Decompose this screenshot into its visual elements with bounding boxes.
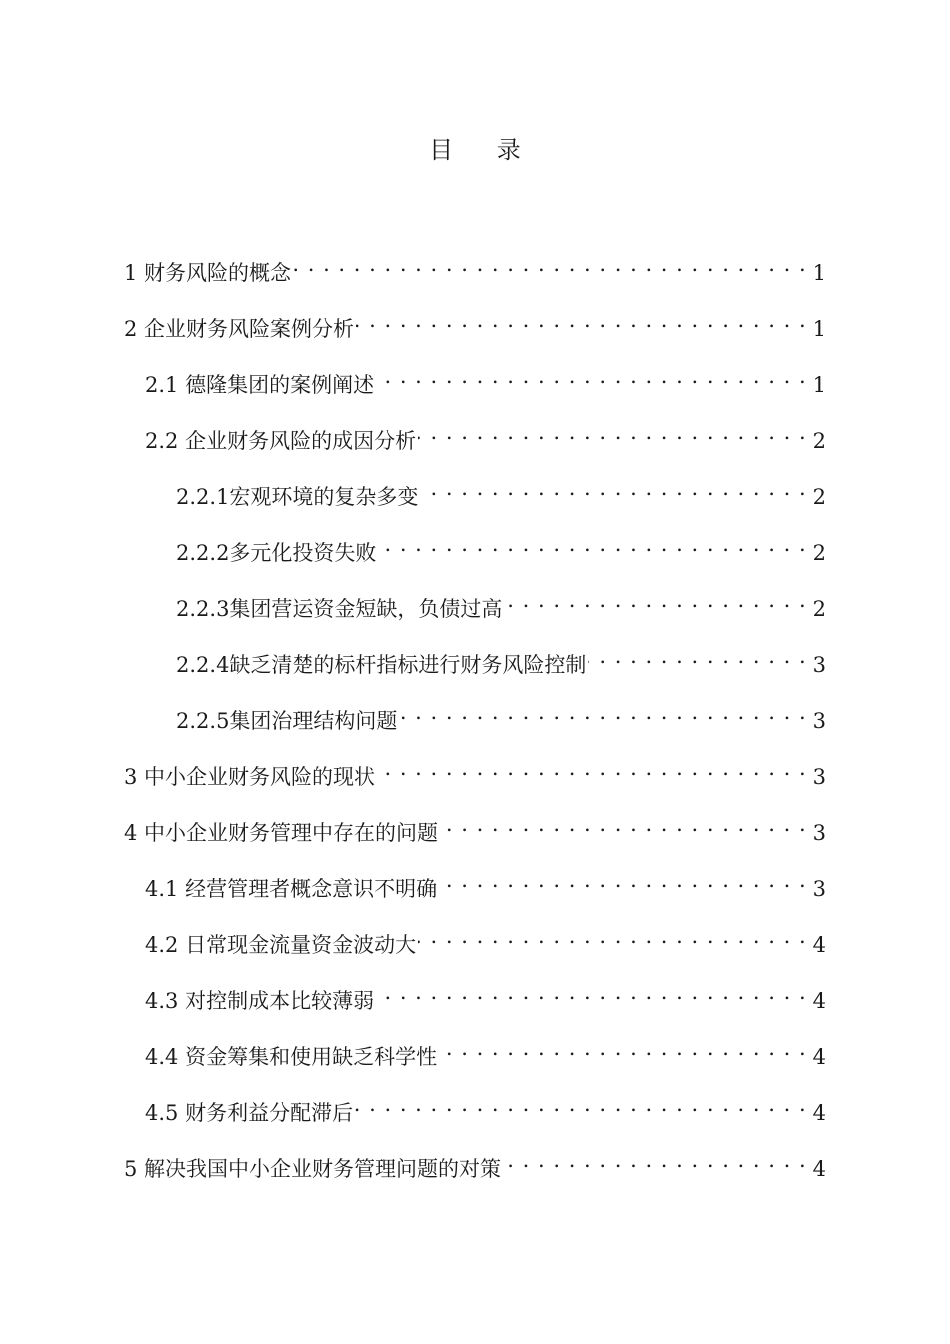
toc-entry[interactable] — [124, 304, 826, 341]
toc-entry-label: 2.2.1宏观环境的复杂多变 — [176, 485, 419, 509]
dot-leader — [439, 1032, 807, 1064]
dot-leader — [376, 360, 807, 392]
dot-leader — [440, 808, 807, 840]
toc-entry-label: 4.3 对控制成本比较薄弱 — [145, 989, 375, 1013]
toc-entry[interactable] — [176, 640, 826, 677]
toc-entry-page: 1 — [812, 317, 826, 341]
toc-entry-page: 3 — [812, 765, 826, 789]
toc-entry-label: 4.2 日常现金流量资金波动大 — [145, 933, 417, 957]
toc-entry[interactable] — [176, 584, 826, 621]
dot-leader — [439, 864, 807, 896]
toc-entry[interactable] — [176, 696, 826, 733]
toc-entry-label: 2.2.2多元化投资失败 — [176, 541, 377, 565]
dot-leader — [588, 640, 806, 672]
toc-entry-page: 1 — [812, 261, 826, 285]
toc-entry-label: 2.2.3集团营运资金短缺，负债过高 — [176, 597, 503, 621]
toc-entry-page: 4 — [812, 933, 826, 957]
toc-entry-page: 4 — [812, 989, 826, 1013]
dot-leader — [503, 1144, 807, 1176]
toc-entry-page: 3 — [812, 709, 826, 733]
toc-entry[interactable] — [124, 808, 826, 845]
toc-entry-label: 4.5 财务利益分配滞后 — [145, 1101, 354, 1125]
dot-leader — [504, 584, 806, 616]
dot-leader — [377, 752, 807, 784]
toc-entry-label: 2.2.5集团治理结构问题 — [176, 709, 398, 733]
toc-entry-page: 2 — [812, 541, 826, 565]
toc-entry-page: 2 — [812, 597, 826, 621]
dot-leader — [418, 920, 807, 952]
toc-entry[interactable] — [145, 864, 826, 901]
toc-entry[interactable] — [176, 472, 826, 509]
toc-entry-page: 3 — [812, 653, 826, 677]
dot-leader — [399, 696, 806, 728]
toc-entry[interactable] — [145, 1032, 826, 1069]
toc-entry-page: 2 — [812, 485, 826, 509]
toc-entry-label: 2 企业财务风险案例分析 — [124, 317, 355, 341]
toc-entry-label: 4 中小企业财务管理中存在的问题 — [124, 821, 439, 845]
dot-leader — [418, 416, 807, 448]
toc-entry-label: 1 财务风险的概念 — [124, 261, 292, 285]
toc-entry-page: 1 — [812, 373, 826, 397]
dot-leader — [356, 304, 807, 336]
toc-entry[interactable] — [124, 1144, 826, 1181]
dot-leader — [376, 976, 807, 1008]
toc-entry-page: 3 — [812, 821, 826, 845]
toc-entry-page: 3 — [812, 877, 826, 901]
toc-entry[interactable] — [145, 920, 826, 957]
toc-entry[interactable] — [124, 248, 826, 285]
toc-entry-label: 2.2 企业财务风险的成因分析 — [145, 429, 417, 453]
toc-entry-label: 3 中小企业财务风险的现状 — [124, 765, 376, 789]
toc-entry-label: 2.2.4缺乏清楚的标杆指标进行财务风险控制 — [176, 653, 587, 677]
toc-entry-page: 4 — [812, 1101, 826, 1125]
toc-entry-page: 4 — [812, 1157, 826, 1181]
toc-entry-label: 4.1 经营管理者概念意识不明确 — [145, 877, 438, 901]
toc-entry-label: 4.4 资金筹集和使用缺乏科学性 — [145, 1045, 438, 1069]
toc-title: 目 录 — [429, 136, 539, 164]
toc-entry-label: 5 解决我国中小企业财务管理问题的对策 — [124, 1157, 502, 1181]
toc-entry[interactable] — [145, 416, 826, 453]
dot-leader — [420, 472, 806, 504]
toc-entry[interactable] — [176, 528, 826, 565]
dot-leader — [293, 248, 807, 280]
dot-leader — [378, 528, 806, 560]
toc-entry[interactable] — [145, 1088, 826, 1125]
toc-entry-page: 2 — [812, 429, 826, 453]
dot-leader — [355, 1088, 807, 1120]
toc-entry[interactable] — [145, 360, 826, 397]
toc-entry[interactable] — [145, 976, 826, 1013]
toc-entry[interactable] — [124, 752, 826, 789]
toc-entry-page: 4 — [812, 1045, 826, 1069]
toc-entry-label: 2.1 德隆集团的案例阐述 — [145, 373, 375, 397]
